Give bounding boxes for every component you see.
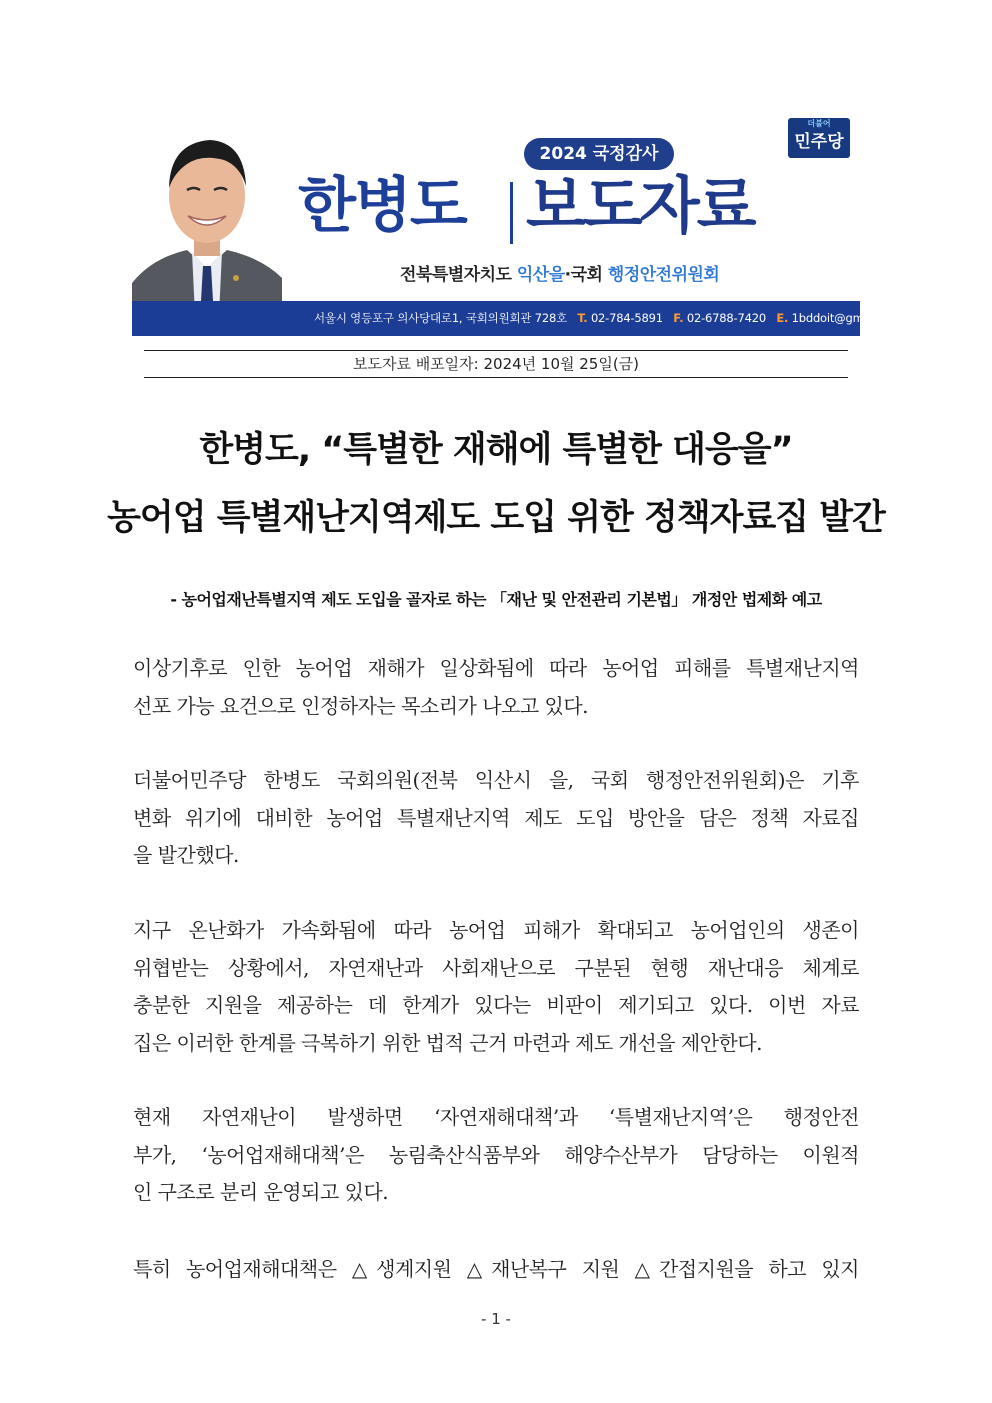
date-rule-bottom [144,377,848,378]
body-line: 지구 온난화가 가속화됨에 따라 농어업 피해가 확대되고 농어업인의 생존이 [133,918,859,942]
body-line: 현재 자연재난이 발생하면 ‘자연재해대책’과 ‘특별재난지역’은 행정안전 [133,1105,859,1129]
committee-accent: 행정안전위원회 [607,265,720,285]
district-accent: 익산을 [516,265,565,285]
contact-text [314,301,904,336]
tel-number: 02-784-5891 [590,311,663,325]
body-line: 특히 농어업재해대책은 △생계지원 △재난복구 지원 △간접지원을 하고 있지 [133,1257,859,1281]
party-logo-main: 민주당 [794,132,844,152]
contact-bar [132,301,904,336]
district-mid: ·국회 [564,265,608,285]
district-prefix: 전북특별자치도 [400,265,517,285]
body-line: 변화 위기에 대비한 농어업 특별재난지역 제도 도입 방안을 담은 정책 자료집 [133,805,859,830]
party-logo [788,118,850,158]
lawmaker-name: 한병도 [298,171,466,241]
body-line: 을 발간했다. [133,843,239,867]
body-paragraph-4 [133,1099,859,1212]
body-paragraph-5 [133,1251,859,1289]
date-rule-top [144,350,848,351]
body-line: 충분한 지원을 제공하는 데 한계가 있다는 비판이 제기되고 있다. 이번 자료 [133,993,859,1017]
fax-number: 02-6788-7420 [686,311,766,325]
banner-divider [510,182,513,244]
body-line: 선포 가능 요건으로 인정하자는 목소리가 나오고 있다. [133,693,589,718]
press-banner [132,118,904,336]
body-line: 인 구조로 분리 운영되고 있다. [133,1180,389,1204]
audit-year-badge: 2024 국정감사 [524,138,674,170]
office-address: 서울시 영등포구 의사당대로1, 국회의원회관 728호 [314,311,568,325]
body-line: 부가, ‘농어업재해대책’은 농림축산식품부와 해양수산부가 담당하는 이원적 [133,1142,859,1167]
press-release-label: 보도자료 [526,169,754,242]
body-line: 이상기후로 인한 농어업 재해가 일상화됨에 따라 농어업 피해를 특별재난지역 [133,656,859,680]
page-number: - 1 - [481,1310,511,1328]
headline-line-1: 한병도, “특별한 재해에 특별한 대응을” [199,430,793,470]
subheadline: - 농어업재난특별지역 제도 도입을 골자로 하는 「재난 및 안전관리 기본법」 개정안 법제화 예고 [170,590,822,609]
body-paragraph-2 [133,762,859,875]
headline-line-2: 농어업 특별재난지역제도 도입 위한 정책자료집 발간 [107,498,885,538]
body-line: 더불어민주당 한병도 국회의원(전북 익산시 을, 국회 행정안전위원회)은 기후 [133,768,859,792]
party-logo-top: 더불어 [807,119,831,128]
body-line: 집은 이러한 한계를 극복하기 위한 법적 근거 마련과 제도 개선을 제안한다. [133,1030,763,1055]
body-line: 위협받는 상황에서, 자연재난과 사회재난으로 구분된 현행 재난대응 체계로 [133,955,859,980]
district-line [400,260,719,285]
body-paragraph-1 [133,650,859,725]
body-paragraph-3 [133,912,859,1062]
fax-label: F. [673,311,684,325]
release-date: 보도자료 배포일자: 2024년 10월 25일(금) [352,355,640,373]
tel-label: T. [577,311,588,325]
email-address: 1bddoit@gmail.com [791,311,904,325]
email-label: E. [776,311,789,325]
